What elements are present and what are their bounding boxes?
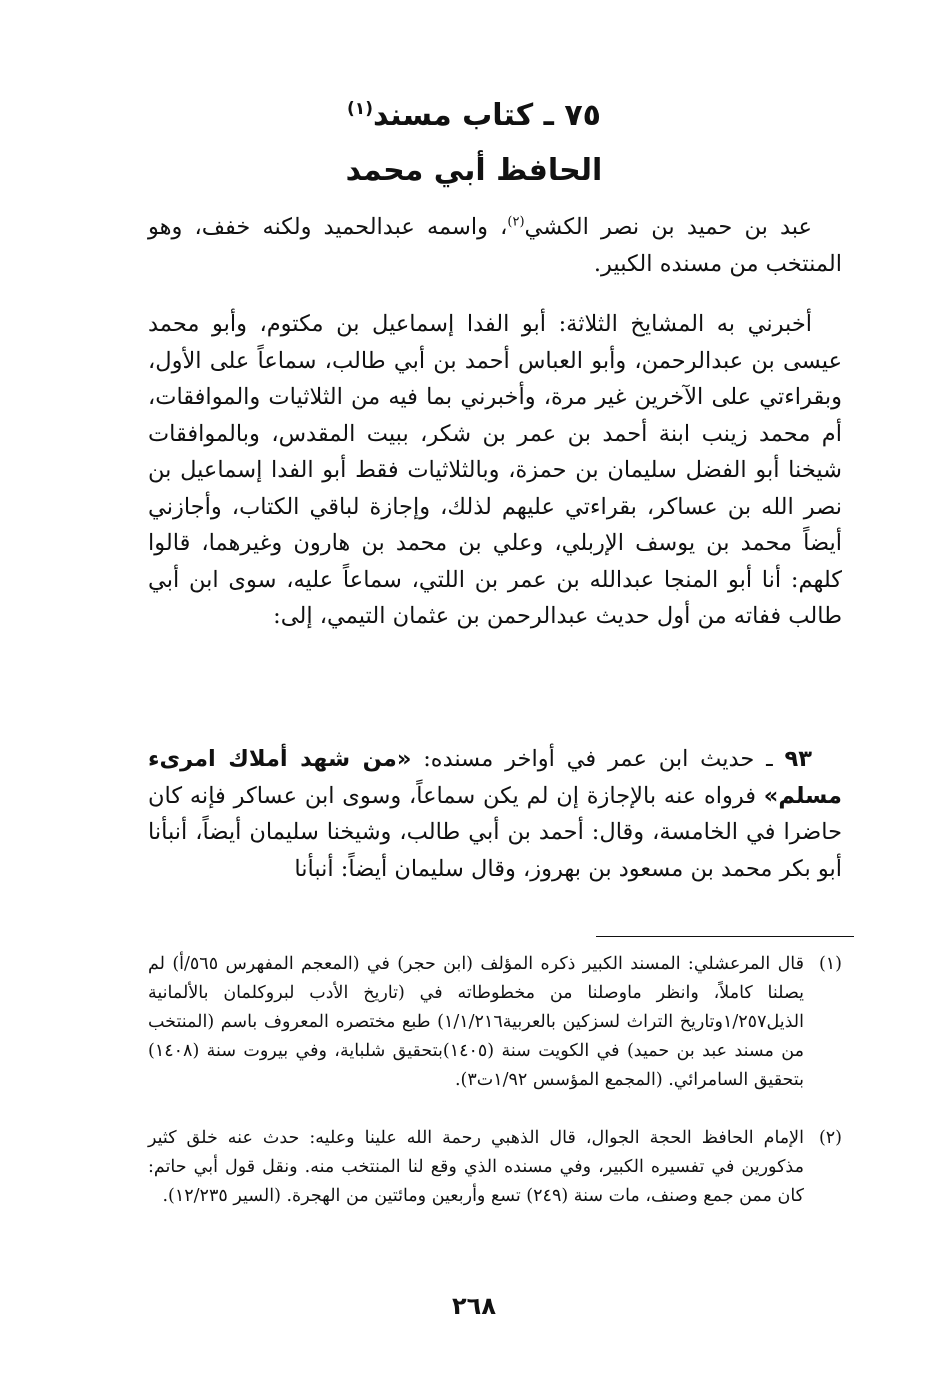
page-number: ٢٦٨	[452, 1292, 496, 1320]
footnote-number: (٢)	[818, 1128, 842, 1148]
footnote-2	[148, 1124, 842, 1211]
intro-text-end: ، واسمه عبدالحميد ولكنه خفف، وهو المنتخب من مسنده الكبير.	[148, 214, 842, 277]
footnote-ref-1: (١)	[347, 99, 373, 119]
footnote-text: قال المرعشلي: المسند الكبير ذكره المؤلف (ابن حجر) في (المعجم المفهرس ٥٦٥/أ) لم يصلنا كاملاً، وانظر ماوصلنا من مخطوطاته في (تاريخ الأدب لبروكلمان بالألمانية الذيل١/٢٥٧وتاريخ التراث لسزكين بالعربية١/١/٢١٦) طبع مختصره المعروف باسم (المنتخب من مسند عبد بن حميد) في الكويت سنة (١٤٠٥)بتحقيق شلباية، وفي بيروت سنة (١٤٠٨) بتحقيق السامرائي. (المجمع المؤسس ١/٩٢ت٣).	[148, 954, 804, 1090]
footnote-1	[148, 950, 842, 1095]
footnote-ref-2: (٢)	[507, 214, 525, 230]
hadith-number: ٩٣	[784, 746, 812, 772]
footnote-number: (١)	[818, 954, 842, 974]
hadith-quote: «من شهد أملاك امرىء مسلم»	[148, 746, 842, 809]
chapter-title-text: ٧٥ ـ كتاب مسند	[372, 98, 601, 133]
chapter-title	[0, 98, 948, 133]
footnote-text: الإمام الحافظ الحجة الجوال، قال الذهبي رحمة الله علينا وعليه: حدث عنه خلق كثير مذكورين في تفسيره الكبير، وفي مسنده الذي وقع لنا المنتخب منه. ونقل قول أبي حاتم: كان ممن جمع وصنف، مات سنة (٢٤٩) تسع وأربعين ومائتين من الهجرة. (السير ١٢/٢٣٥).	[148, 1128, 804, 1206]
footnote-divider	[596, 936, 854, 937]
hadith-intro: ـ حديث ابن عمر في أواخر مسنده:	[411, 746, 785, 772]
intro-paragraph	[148, 209, 842, 282]
chapter-subtitle: الحافظ أبي محمد	[345, 153, 603, 188]
hadith-text: فرواه عنه بالإجازة إن لم يكن سماعاً، وسوى ابن عساكر فإنه كان حاضرا في الخامسة، وقال: أحمد بن أبي طالب، وشيخنا سليمان أيضاً، أنبأنا أبو بكر محمد بن مسعود بن بهروز، وقال سليمان أيضاً: أنبأنا	[148, 782, 842, 882]
hadith-paragraph	[148, 741, 842, 887]
isnad-paragraph: أخبرني به المشايخ الثلاثة: أبو الفدا إسماعيل بن مكتوم، وأبو محمد عيسى بن عبدالرحمن، وأبو العباس أحمد بن أبي طالب، سماعاً على الأول، وبقراءتي على الآخرين غير مرة، وأخبرني بما فيه من الثلاثيات والموافقات، أم محمد زينب ابنة أحمد بن عمر بن شكر، ببيت المقدس، وبالموافقات شيخنا أبو الفضل سليمان بن حمزة، وبالثلاثيات فقط أبو الفدا إسماعيل بن نصر الله بن عساكر، بقراءتي عليهم لذلك، وإجازة لباقي الكتاب، وأجازني أيضاً محمد بن يوسف الإربلي، وعلي بن محمد بن هارون وغيرهما، قالوا كلهم: أنا أبو المنجا عبدالله بن عمر بن اللتي، سماعاً عليه، سوى ابن أبي طالب ففاته من أول حديث عبدالرحمن بن عثمان التيمي، إلى:	[148, 311, 842, 629]
intro-text-start: عبد بن حميد بن نصر الكشي	[524, 214, 812, 240]
